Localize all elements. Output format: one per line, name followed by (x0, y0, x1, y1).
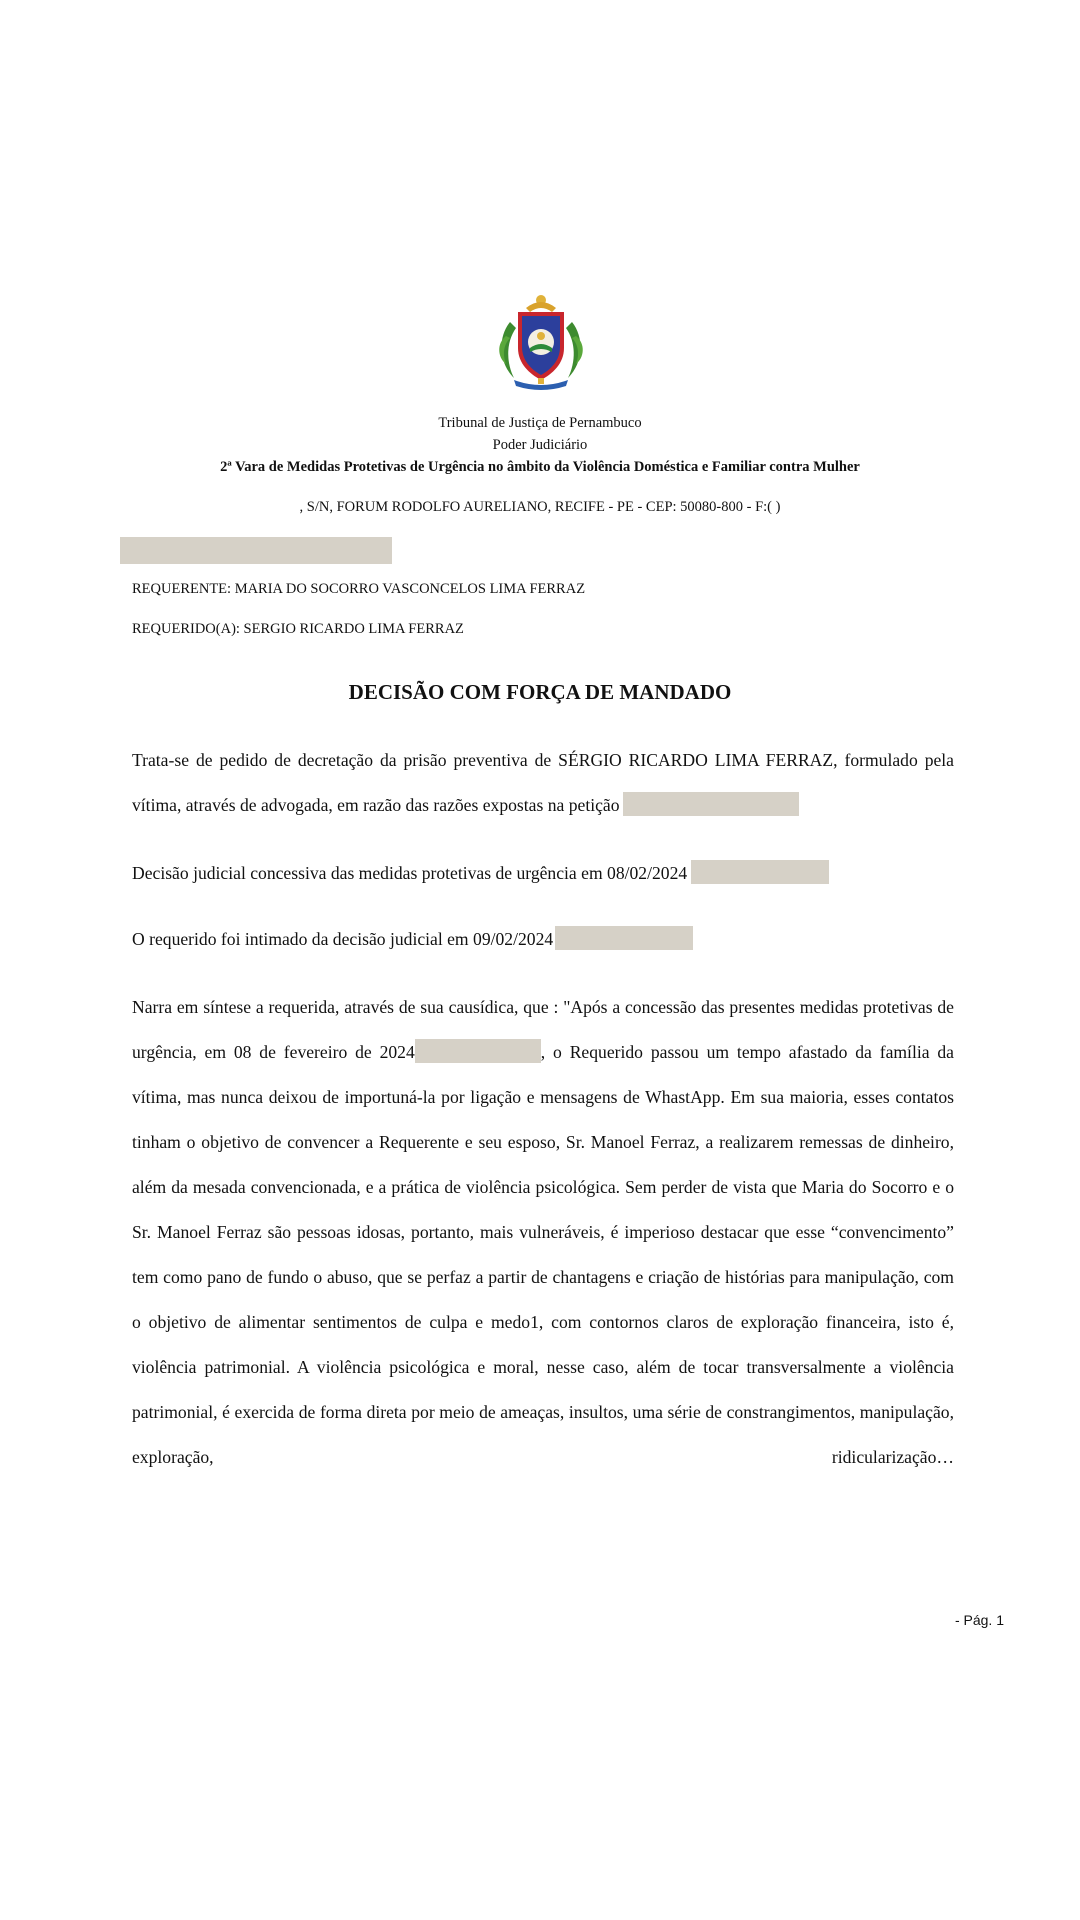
redacted-inline (415, 1039, 541, 1063)
redacted-inline (555, 926, 693, 950)
paragraph-1-text: Trata-se de pedido de decretação da prisão preventiva de SÉRGIO RICARDO LIMA FERRAZ, formulado pela vítima, através de advogada, em razão das razões expostas na petição (132, 750, 954, 815)
paragraph-4-text-start: Narra em síntese a requerida, através de sua causídica, que : "Após a concessão das presentes medidas protetivas de urgência, em 08 de fevereiro de 2024 (132, 997, 954, 1062)
coat-of-arms-icon (492, 292, 590, 392)
court-name: Tribunal de Justiça de Pernambuco (438, 415, 642, 431)
paragraph-3 (132, 917, 954, 962)
redacted-inline (691, 860, 829, 884)
court-division: 2ª Vara de Medidas Protetivas de Urgência no âmbito da Violência Doméstica e Familiar contra Mulher (220, 459, 860, 475)
court-address: , S/N, FORUM RODOLFO AURELIANO, RECIFE - PE - CEP: 50080-800 - F:( ) (299, 499, 781, 515)
requerente-line: REQUERENTE: MARIA DO SOCORRO VASCONCELOS LIMA FERRAZ (132, 581, 586, 597)
page-number: - Pág. 1 (954, 1612, 1004, 1628)
paragraph-3-text: O requerido foi intimado da decisão judicial em 09/02/2024 (132, 929, 554, 949)
paragraph-2-text: Decisão judicial concessiva das medidas protetivas de urgência em 08/02/2024 (132, 863, 688, 883)
paragraph-4-text-end: , o Requerido passou um tempo afastado da família da vítima, mas nunca deixou de importuná-la por ligação e mensagens de WhastApp. Em sua maioria, esses contatos tinham o objetivo de convencer a Requerente e seu esposo, Sr. Manoel Ferraz, a realizarem remessas de dinheiro, além da mesada convencionada, e a prática de violência psicológica. Sem perder de vista que Maria do Socorro e o Sr. Manoel Ferraz são pessoas idosas, portanto, mais vulneráveis, é imperioso destacar que esse “convencimento” tem como pano de fundo o abuso, que se perfaz a partir de chantagens e criação de histórias para manipulação, com o objetivo de alimentar sentimentos de culpa e medo1, com contornos claros de exploração financeira, isto é, violência patrimonial. A violência psicológica e moral, nesse caso, além de tocar transversalmente a violência patrimonial, é exercida de forma direta por meio de ameaças, insultos, uma série de constrangimentos, manipulação, exploração, ridicularização… (132, 1042, 954, 1467)
paragraph-4 (132, 985, 954, 1480)
document-title: DECISÃO COM FORÇA DE MANDADO (348, 680, 732, 704)
paragraph-2 (132, 851, 954, 896)
redacted-inline (623, 792, 799, 816)
judiciary-power: Poder Judiciário (492, 437, 588, 453)
redacted-block (120, 537, 392, 564)
paragraph-1 (132, 738, 954, 828)
requerido-line: REQUERIDO(A): SERGIO RICARDO LIMA FERRAZ (132, 621, 464, 637)
